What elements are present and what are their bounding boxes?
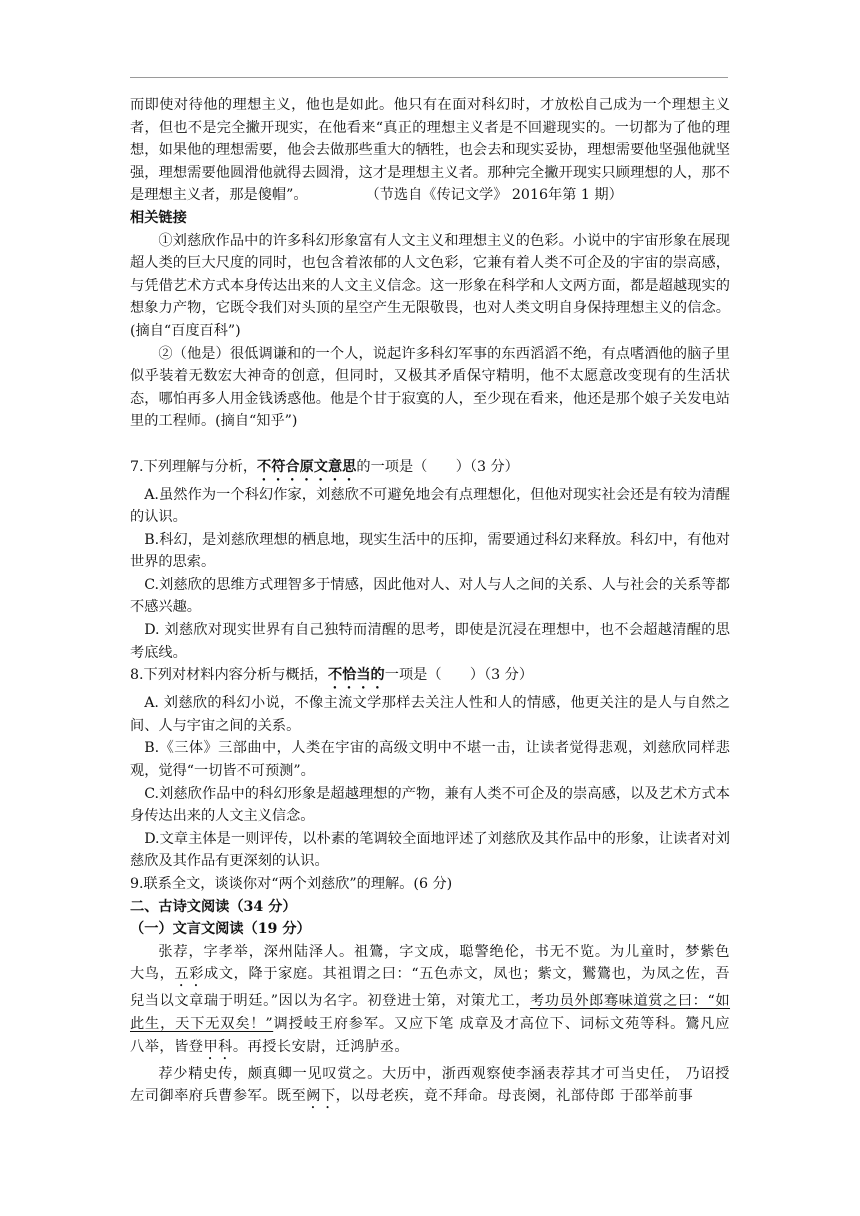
related-link-2: ②（他是）很低调谦和的一个人，说起许多科幻军事的东西滔滔不绝，有点嗜酒他的脑子里似乎装着无数宏大神奇的创意，但同时，又极其矛盾保守精明，他不太愿意改变现有的生活状态，哪怕再多人用金钱诱惑他。他是个甘于寂寞的人，至少现在看来，他还是那个娘子关发电站里的工程师。(摘自“知乎”)	[130, 345, 730, 430]
q8-option-c: C.刘慈欣作品中的科幻形象是超越理想的产物，兼有人类不可企及的崇高感，以及艺术方式本身传达出来的人文主义信念。	[130, 785, 730, 825]
q7-option-c: C.刘慈欣的思维方式理智多于情感，因此他对人、对人与人之间的关系、人与社会的关系等都不感兴趣。	[130, 576, 730, 616]
question-8-stem	[130, 664, 730, 692]
section-2-heading: 二、古诗文阅读（34 分）	[130, 898, 297, 915]
q7-option-a: A.虽然作为一个科幻作家，刘慈欣不可避免地会有点理想化，但他对现实社会还是有较为清醒的认识。	[130, 486, 730, 526]
question-9: 9.联系全文，谈谈你对“两个刘慈欣”的理解。(6 分)	[130, 876, 453, 892]
q7-stem-pre: 7.下列理解与分析，	[130, 458, 258, 475]
classical-paragraph-1	[130, 941, 730, 1063]
q8-stem-emphasis: 不恰当的	[327, 667, 385, 684]
intro-paragraph	[130, 94, 730, 207]
q7-option-d: D. 刘慈欣对现实世界有自己独特而清醒的思考，即使是沉浸在理想中，也不会超越清醒的思考底线。	[130, 622, 730, 661]
q8-option-b: B.《三体》三部曲中，人类在宇宙的高级文明中不堪一击，让读者觉得悲观，刘慈欣同样悲观，觉得“一切皆不可预测”。	[130, 740, 730, 780]
classical-p2-a: 荐少精史传，颇真卿一见叹赏之。大历中，浙西观察使李涵表荐其才可当史任， 乃诏授左司御率府兵曹参军。既至	[130, 1065, 730, 1105]
classical-p1-dotted-1: 五彩	[174, 966, 205, 983]
q7-option-b: B.科幻，是刘慈欣理想的栖息地，现实生活中的压抑，需要通过科幻来释放。科幻中，有他对世界的思索。	[130, 531, 730, 571]
classical-p1-underlined: 考功员外郎骞味道赏之曰：“如此生，天下无双矣！”	[130, 993, 731, 1032]
document-body	[130, 94, 730, 1112]
intro-text: 而即使对待他的理想主义，他也是如此。他只有在面对科幻时，才放松自己成为一个理想主义者，但也不是完全撇开现实，在他看来“真正的理想主义者是不回避现实的。一切都为了他的理想，如果他的理想需要，他会去做那些重大的牺牲，也会去和现实妥协，理想需要他坚强他就坚强，理想需要他圆滑他就得去圆滑，这才是理想主义者。那种完全撇开现实只顾理想的人，那不是理想主义者，那是傻帽”。	[130, 97, 730, 204]
related-link-1: ①刘慈欣作品中的许多科幻形象富有人文主义和理想主义的色彩。小说中的宇宙形象在展现超人类的巨大尺度的同时，也包含着浓郁的人文色彩，它兼有着人类不可企及的宇宙的崇高感，与凭借艺术方式本身传达出来的人文主义信念。这一形象在科学和人文两方面，都是超越现实的想象力产物，它既令我们对头顶的星空产生无限敬畏，也对人类文明自身保持理想主义的信念。(摘自“百度百科”)	[130, 232, 730, 339]
q7-stem-emphasis: 不符合原文意思	[257, 458, 357, 475]
question-7-stem	[130, 456, 730, 484]
q8-stem-post: 一项是（ ）（3 分）	[384, 667, 534, 684]
classical-p1-dotted-2: 甲科	[203, 1038, 233, 1055]
classical-p1-a: 张荐，字孝举，深州陆泽人。祖鷟，字文成，聪警绝伦，书无不览。为儿童时，梦紫色大鸟，	[130, 943, 730, 983]
q7-stem-post: 的一项是（ ）（3 分）	[356, 458, 519, 475]
q8-option-d: D.文章主体是一则评传，以朴素的笔调较全面地评述了刘慈欣及其作品中的形象，让读者对刘慈欣及其作品有更深刻的认识。	[130, 830, 730, 870]
source-note: （节选自《传记文学》 2016年第 1 期）	[365, 187, 623, 204]
classical-p2-b: ，以母老疾，竟不拜命。母丧阕，礼部侍郎 于邵举前事	[335, 1088, 694, 1105]
header-rule	[130, 77, 728, 78]
classical-p1-d: 。再授长安尉，迁鸿胪丞。	[232, 1038, 410, 1055]
related-links-title: 相关链接	[130, 209, 187, 226]
q8-option-a: A. 刘慈欣的科幻小说，不像主流文学那样去关注人性和人的情感，他更关注的是人与自然之间、人与宇宙之间的关系。	[130, 695, 730, 734]
q8-stem-pre: 8.下列对材料内容分析与概括，	[130, 667, 328, 684]
spacer	[130, 433, 730, 456]
classical-paragraph-2	[130, 1063, 730, 1113]
classical-p1-b: 成文，降于家庭。其祖谓之曰：“五色赤文，凤也；紫文，鸑鷟也，为凤之佐，吾兒当以文章瑞于明廷。”因以为名字。初登进士第，对策尤工，	[130, 966, 730, 1010]
classical-p2-dotted: 阙下	[306, 1088, 336, 1105]
section-2-1-heading: （一）文言文阅读（19 分）	[130, 921, 311, 938]
classical-p1-c: 调授岐王府参军。又应下笔 成章及才高位下、词标文苑等科。鷟凡应八举，皆登	[130, 1015, 730, 1055]
